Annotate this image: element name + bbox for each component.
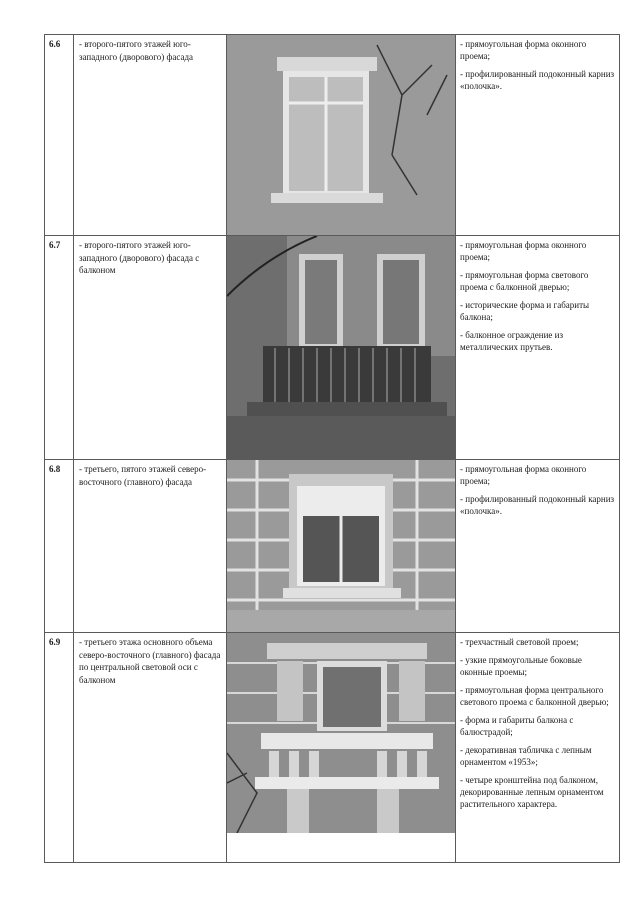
table-row <box>45 460 620 633</box>
protected-features <box>456 35 620 236</box>
table-row <box>45 633 620 863</box>
item-description: - третьего этажа основного объема северо-восточного (главного) фасада по центральной световой оси с балконом <box>74 633 227 863</box>
window-photo-6-6 <box>227 35 455 235</box>
facade-photo <box>227 460 456 633</box>
protected-features <box>456 236 620 460</box>
item-number: 6.7 <box>45 236 74 460</box>
feature-item: - профилированный подоконный карниз «полочка». <box>460 494 615 516</box>
item-number: 6.9 <box>45 633 74 863</box>
facade-photo <box>227 35 456 236</box>
table-row <box>45 236 620 460</box>
item-number: 6.6 <box>45 35 74 236</box>
balcony-photo-6-7 <box>227 236 455 459</box>
feature-item: - прямоугольная форма центрального светового проема с балконной дверью; <box>460 685 609 707</box>
protected-features <box>456 460 620 633</box>
table-row <box>45 35 620 236</box>
feature-item: - прямоугольная форма светового проема с балконной дверью; <box>460 270 589 292</box>
item-description: - второго-пятого этажей юго-западного (дворового) фасада с балконом <box>74 236 227 460</box>
feature-item: - балконное ограждение из металлических прутьев. <box>460 330 564 352</box>
feature-item: - форма и габариты балкона с балюстрадой; <box>460 715 574 737</box>
feature-item: - исторические форма и габариты балкона; <box>460 300 590 322</box>
facade-photo <box>227 236 456 460</box>
feature-item: - декоративная табличка с лепным орнаментом «1953»; <box>460 745 592 767</box>
item-description: - третьего, пятого этажей северо-восточного (главного) фасада <box>74 460 227 633</box>
feature-item: - прямоугольная форма оконного проема; <box>460 240 587 262</box>
feature-item: - прямоугольная форма оконного проема; <box>460 39 587 61</box>
feature-item: - четыре кронштейна под балконом, декорированные лепным орнаментом растительного характера. <box>460 775 604 809</box>
item-description: - второго-пятого этажей юго-западного (дворового) фасада <box>74 35 227 236</box>
protected-features <box>456 633 620 863</box>
feature-item: - узкие прямоугольные боковые оконные проемы; <box>460 655 582 677</box>
feature-item: - трехчастный световой проем; <box>460 637 579 647</box>
feature-item: - профилированный подоконный карниз «полочка». <box>460 69 615 91</box>
monument-features-table <box>44 34 620 863</box>
feature-item: - прямоугольная форма оконного проема; <box>460 464 587 486</box>
window-photo-6-8 <box>227 460 455 632</box>
item-number: 6.8 <box>45 460 74 633</box>
balcony-photo-6-9 <box>227 633 455 833</box>
facade-photo <box>227 633 456 863</box>
